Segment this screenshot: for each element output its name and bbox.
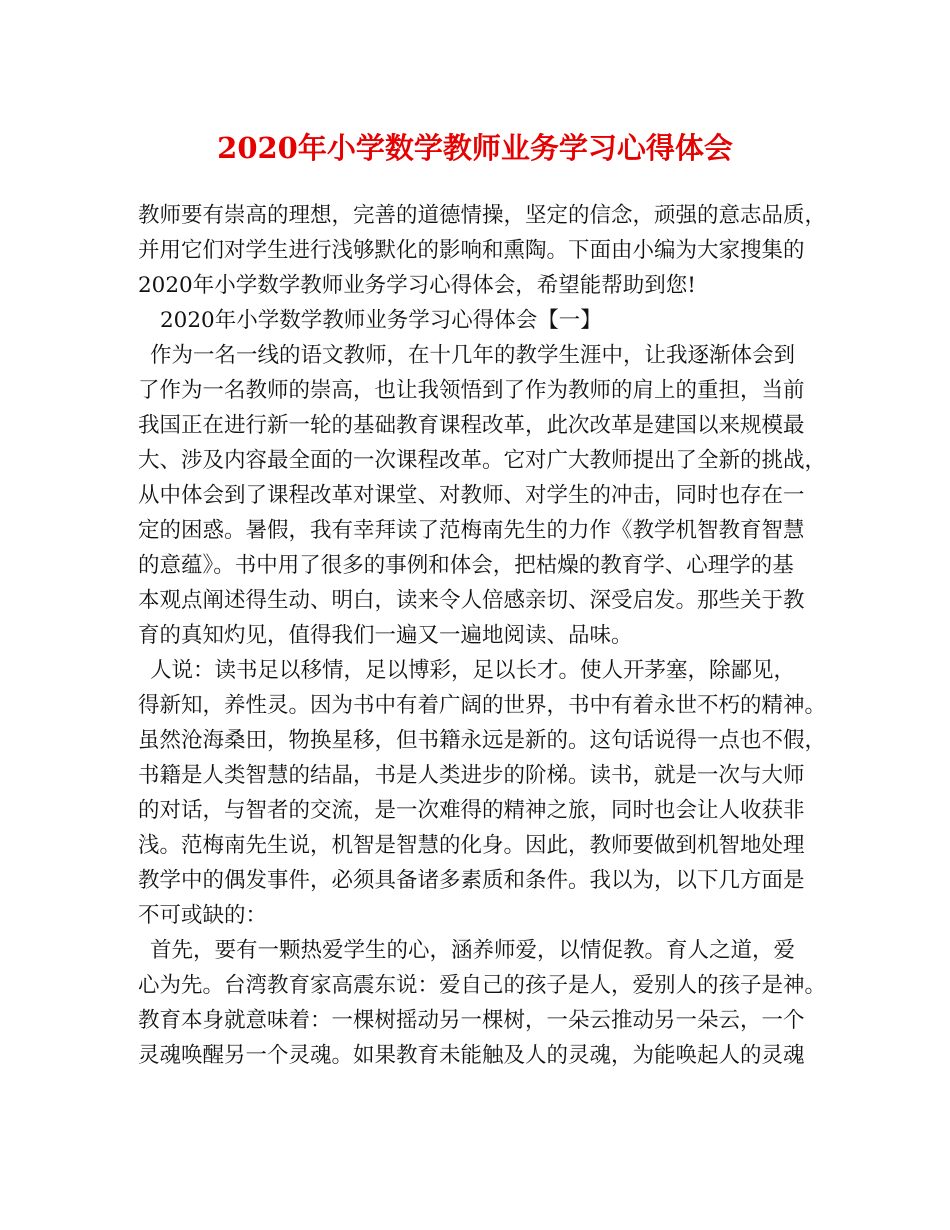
body-line: 大、涉及内容最全面的一次课程改革。它对广大教师提出了全新的挑战， [138,448,827,473]
body-line: 的对话，与智者的交流，是一次难得的精神之旅，同时也会让人收获非 [138,798,805,823]
body-line: 教育本身就意味着：一棵树摇动另一棵树，一朵云推动另一朵云，一个 [138,1008,805,1033]
body-line: 不可或缺的： [138,903,268,928]
body-line: 育的真知灼见，值得我们一遍又一遍地阅读、品味。 [138,623,633,648]
body-line: 了作为一名教师的崇高，也让我领悟到了作为教师的肩上的重担，当前 [138,378,805,403]
body-line: 的意蕴》。书中用了很多的事例和体会，把枯燥的教育学、心理学的基 [138,553,794,578]
body-line: 书籍是人类智慧的结晶，书是人类进步的阶梯。读书，就是一次与大师 [138,763,805,788]
body-line: 人说：读书足以移情，足以博彩，足以长才。使人开茅塞，除鄙见， [150,658,796,683]
body-line: 本观点阐述得生动、明白，读来令人倍感亲切、深受启发。那些关于教 [138,588,805,613]
document-body [138,198,838,1073]
body-line: 从中体会到了课程改革对课堂、对教师、对学生的冲击，同时也存在一 [138,483,805,508]
document-title: 2020年小学数学教师业务学习心得体会 [217,131,733,165]
body-line: 作为一名一线的语文教师，在十几年的教学生涯中，让我逐渐体会到 [150,343,796,368]
body-line: 教师要有崇高的理想，完善的道德情操，坚定的信念，顽强的意志品质， [138,203,827,228]
body-line: 教学中的偶发事件，必须具备诸多素质和条件。我以为，以下几方面是 [138,868,805,893]
body-line: 并用它们对学生进行浅够默化的影响和熏陶。下面由小编为大家搜集的 [138,238,805,263]
body-line: 我国正在进行新一轮的基础教育课程改革，此次改革是建国以来规模最 [138,413,805,438]
body-line: 首先，要有一颗热爱学生的心，涵养师爱，以情促教。育人之道，爱 [150,938,796,963]
body-line: 心为先。台湾教育家高震东说：爱自己的孩子是人，爱别人的孩子是神。 [138,973,827,998]
body-line: 虽然沧海桑田，物换星移，但书籍永远是新的。这句话说得一点也不假， [138,728,827,753]
body-line: 灵魂唤醒另一个灵魂。如果教育未能触及人的灵魂，为能唤起人的灵魂 [138,1043,805,1068]
body-line: 得新知，养性灵。因为书中有着广阔的世界，书中有着永世不朽的精神。 [138,693,827,718]
section-heading: 2020年小学数学教师业务学习心得体会【一】 [160,308,602,333]
body-line: 定的困惑。暑假，我有幸拜读了范梅南先生的力作《教学机智教育智慧 [138,518,805,543]
body-line: 2020年小学数学教师业务学习心得体会，希望能帮助到您! [138,273,696,298]
body-line: 浅。范梅南先生说，机智是智慧的化身。因此，教师要做到机智地处理 [138,833,805,858]
